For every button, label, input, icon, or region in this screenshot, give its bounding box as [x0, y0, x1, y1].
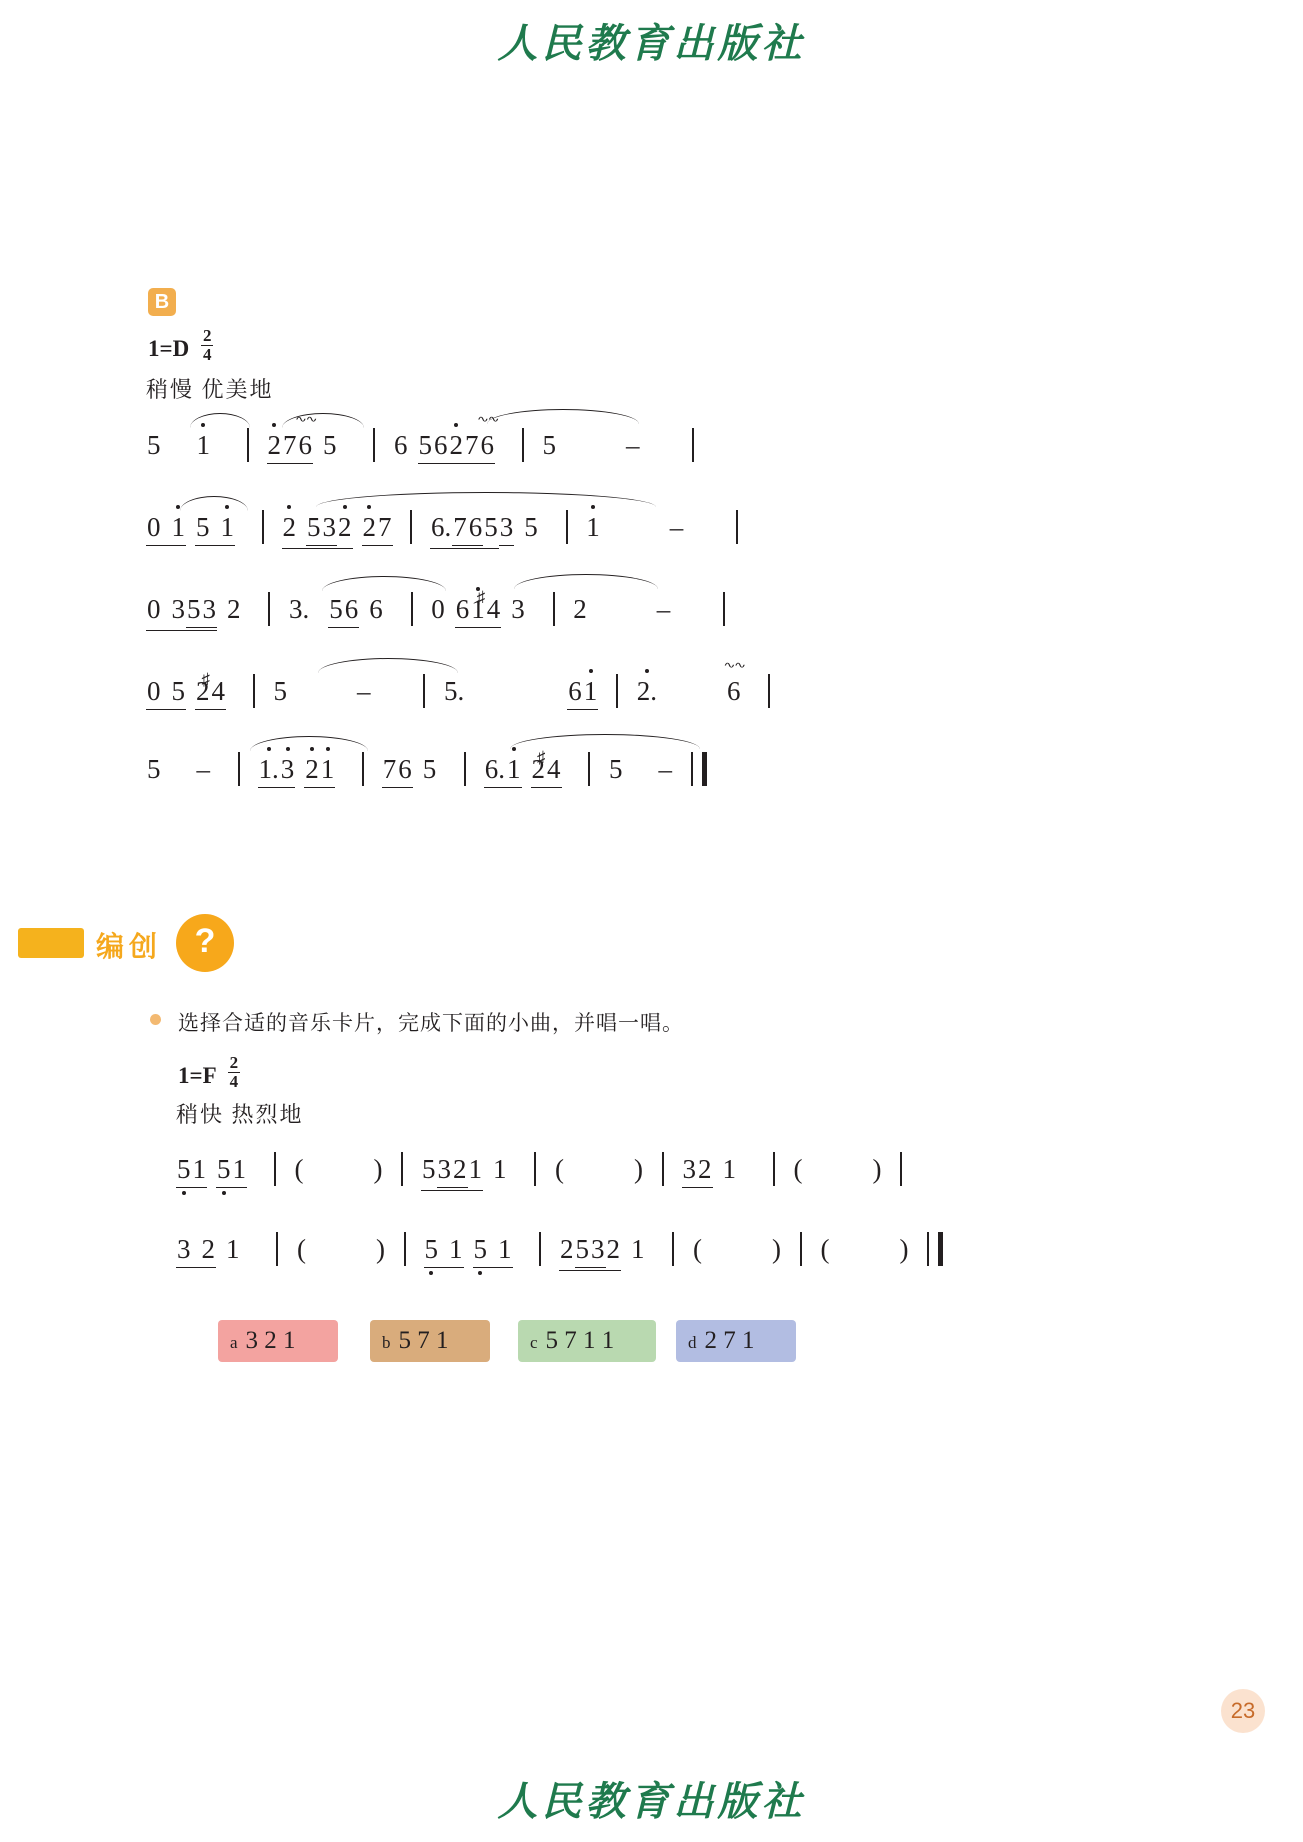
- section-accent-bar: [18, 928, 84, 958]
- note: 5: [575, 1234, 589, 1264]
- note: 1: [493, 1154, 507, 1184]
- note: 2: [573, 594, 587, 624]
- barline: [247, 428, 249, 462]
- note-group: [304, 754, 335, 788]
- barline: [276, 1232, 278, 1266]
- note-group: [362, 512, 393, 546]
- note: 1: [498, 1234, 512, 1264]
- note: 5: [418, 430, 432, 460]
- barline: [253, 674, 255, 708]
- barline: [553, 592, 555, 626]
- card-label: b: [382, 1333, 391, 1352]
- blank-measure: (: [555, 1154, 564, 1184]
- score-line-b-2: [146, 510, 749, 549]
- note: 3: [177, 1234, 191, 1264]
- note: ∿∿ 6: [726, 676, 742, 707]
- note: 3: [682, 1154, 696, 1184]
- key-equals: =: [159, 335, 173, 361]
- note: 6: [434, 430, 448, 460]
- note: 1: [586, 512, 600, 542]
- note: 2: [453, 1154, 467, 1184]
- note: 2: [698, 1154, 712, 1184]
- slur-arc: [487, 409, 639, 424]
- score-line-b-1: [146, 428, 705, 464]
- card-label: c: [530, 1333, 538, 1352]
- note-group: [430, 512, 499, 549]
- note-group: [424, 1234, 464, 1268]
- note-group: [499, 512, 515, 546]
- note: 5: [171, 676, 185, 706]
- note-group: [146, 512, 186, 546]
- note: 3: [437, 1154, 451, 1184]
- card-notes: 5 7 1: [398, 1327, 449, 1354]
- slur-arc: [318, 658, 458, 673]
- note: 1: [468, 1154, 482, 1184]
- note: 1.: [258, 754, 279, 784]
- note: 1: [722, 1154, 736, 1184]
- note: 1: [507, 754, 521, 784]
- card-label: a: [230, 1333, 238, 1352]
- note: 2: [560, 1234, 574, 1264]
- note: 6: [568, 676, 582, 706]
- barline: [900, 1152, 902, 1186]
- note: 3: [280, 754, 295, 784]
- barline: [692, 428, 694, 462]
- note: 5.: [444, 676, 465, 706]
- note: ∿∿ 6: [480, 430, 496, 461]
- rest-dash: –: [669, 512, 684, 542]
- instruction-text: 选择合适的音乐卡片，完成下面的小曲，并唱一唱。: [178, 1011, 684, 1035]
- score-line-bc-1: [176, 1152, 913, 1191]
- note-group: [567, 676, 598, 710]
- barline: [362, 752, 364, 786]
- blank-measure: (: [793, 1154, 803, 1184]
- note-group: [682, 1154, 713, 1188]
- barline: [411, 592, 413, 626]
- note: 6.: [431, 512, 452, 542]
- note: 7: [283, 430, 297, 460]
- music-card-a[interactable]: [218, 1320, 338, 1362]
- note: 6: [394, 430, 408, 460]
- blank-measure: (: [294, 1154, 304, 1184]
- note: ♯ 4: [546, 754, 562, 785]
- note-group: [531, 754, 562, 788]
- score-line-bc-2: [176, 1232, 943, 1271]
- note: 5: [609, 754, 623, 784]
- key-equals: =: [189, 1062, 203, 1088]
- note: 5: [177, 1154, 191, 1184]
- barline: [522, 428, 524, 462]
- note: 1: [449, 1234, 463, 1264]
- note: 5: [196, 512, 210, 542]
- note: ♯ 4: [486, 594, 502, 625]
- score-line-b-3: [146, 592, 736, 631]
- note: 5: [542, 430, 556, 460]
- time-signature-numerator: 2: [229, 1053, 239, 1072]
- card-label: d: [688, 1333, 697, 1352]
- slur-arc: [514, 574, 658, 589]
- note: 6: [344, 594, 359, 624]
- card-notes: 2 7 1: [704, 1327, 755, 1354]
- note: 1: [220, 512, 234, 542]
- time-signature-denominator: 4: [229, 1071, 239, 1091]
- tempo-marking-b: 稍慢 优美地: [146, 377, 274, 402]
- note: 7: [453, 512, 467, 542]
- note: 2: [282, 512, 296, 542]
- barline: [723, 592, 725, 626]
- key-signature-b: [148, 327, 213, 364]
- blank-measure: ): [872, 1154, 882, 1184]
- barline: [566, 510, 568, 544]
- blank-measure: ): [899, 1234, 909, 1264]
- final-barline: [691, 752, 707, 786]
- note: 0: [147, 512, 161, 542]
- barline: [672, 1232, 674, 1266]
- note: 3: [499, 512, 514, 542]
- note: 6: [398, 754, 412, 784]
- barline: [534, 1152, 536, 1186]
- slur-arc: [250, 736, 368, 751]
- score-line-b-4: [146, 674, 781, 710]
- key-value: F: [202, 1062, 216, 1088]
- note-group: [146, 594, 217, 631]
- note: 5: [484, 512, 498, 542]
- barline: [268, 592, 270, 626]
- barline: [539, 1232, 541, 1266]
- note-group: [484, 754, 522, 788]
- note: 3: [322, 512, 336, 542]
- note-group: [216, 1154, 247, 1188]
- barline: [588, 752, 590, 786]
- note: 0: [431, 594, 445, 624]
- final-barline: [927, 1232, 943, 1266]
- blank-measure: ): [634, 1154, 643, 1184]
- blank-measure: (: [820, 1234, 830, 1264]
- barline: [262, 510, 264, 544]
- tempo-marking-bianchuang: 稍快 热烈地: [176, 1102, 304, 1127]
- note-group: [146, 676, 186, 710]
- rest-dash: –: [196, 754, 210, 784]
- time-signature-bianchuang: [228, 1054, 241, 1091]
- slur-arc: [510, 734, 700, 749]
- note: 3: [202, 594, 216, 624]
- blank-measure: (: [297, 1234, 306, 1264]
- note: 2: [196, 676, 210, 706]
- note: ♯ 4: [211, 676, 227, 707]
- note: 1: [583, 676, 598, 706]
- note: 5: [147, 754, 161, 784]
- barline: [410, 510, 412, 544]
- score-line-b-5: [146, 752, 707, 788]
- note-group: [176, 1234, 216, 1268]
- note-group: [455, 594, 502, 628]
- music-card-c[interactable]: [518, 1320, 656, 1362]
- note: 2: [531, 754, 545, 784]
- note: 1: [226, 1234, 240, 1264]
- note: 7: [382, 754, 397, 784]
- barline: [238, 752, 240, 786]
- blank-measure: ): [376, 1234, 385, 1264]
- blank-measure: (: [693, 1234, 702, 1264]
- note: 7: [465, 430, 479, 460]
- note: 1: [232, 1154, 246, 1184]
- note: 5: [473, 1234, 487, 1264]
- note: 5: [147, 430, 161, 460]
- note: 5: [323, 430, 337, 460]
- note: 5: [273, 676, 287, 706]
- note: 7: [378, 512, 392, 542]
- barline: [401, 1152, 403, 1186]
- slur-arc: [316, 492, 656, 507]
- barline: [768, 674, 770, 708]
- note-group: [418, 430, 449, 464]
- note: 3: [591, 1234, 605, 1264]
- slur-arc: [322, 576, 446, 591]
- note: 0: [147, 594, 161, 624]
- note: 1: [631, 1234, 645, 1264]
- note: 2: [606, 1234, 620, 1264]
- note: 2: [338, 512, 352, 542]
- publisher-mark-bottom: 人民教育出版社: [497, 1779, 806, 1824]
- note: 1: [320, 754, 335, 784]
- slur-arc: [180, 496, 248, 511]
- note-group: [195, 512, 235, 546]
- time-signature-b: [201, 327, 214, 364]
- key-value: D: [172, 335, 190, 361]
- note: 0: [147, 676, 161, 706]
- barline: [800, 1232, 802, 1266]
- note: 2: [227, 594, 241, 624]
- note: 2: [449, 430, 463, 460]
- section-badge-b: B: [148, 288, 176, 316]
- note-group: [258, 754, 296, 788]
- note: 1: [196, 430, 210, 460]
- note-group: [267, 430, 314, 464]
- note: 5: [329, 594, 343, 624]
- time-signature-denominator: 4: [202, 344, 212, 364]
- rest-dash: –: [656, 594, 671, 624]
- note: 6: [369, 594, 383, 624]
- card-notes: 3 2 1: [245, 1327, 296, 1354]
- rest-dash: –: [357, 676, 371, 706]
- publisher-mark-top: 人民教育出版社: [497, 21, 806, 66]
- time-signature-numerator: 2: [202, 326, 212, 345]
- rest-dash: –: [626, 430, 640, 460]
- note: 2: [362, 512, 376, 542]
- note: 1: [192, 1154, 206, 1184]
- section-title-bianchuang: 编创: [96, 931, 163, 962]
- note-group: [559, 1234, 621, 1271]
- note: 2: [267, 430, 281, 460]
- note-group: [282, 512, 353, 549]
- music-card-b[interactable]: [370, 1320, 490, 1362]
- note-group: [421, 1154, 483, 1191]
- barline: [423, 674, 425, 708]
- note-group: [382, 754, 413, 788]
- note: ∿∿ 6: [298, 430, 314, 461]
- note: 2: [201, 1234, 215, 1264]
- note: 2: [305, 754, 319, 784]
- barline: [736, 510, 738, 544]
- note: 3.: [289, 594, 310, 624]
- barline: [464, 752, 466, 786]
- note: 5: [422, 754, 437, 784]
- barline: [274, 1152, 276, 1186]
- note-group: [449, 430, 496, 464]
- barline: [373, 428, 375, 462]
- key-label: 1: [178, 1062, 190, 1088]
- note: 3: [511, 594, 525, 624]
- barline: [773, 1152, 775, 1186]
- bullet-icon: [150, 1014, 161, 1025]
- key-label: 1: [148, 335, 160, 361]
- slur-arc: [190, 413, 250, 428]
- note: 6.: [484, 754, 505, 784]
- note: 6: [468, 512, 483, 542]
- barline: [662, 1152, 664, 1186]
- question-mark-icon: ?: [176, 914, 234, 972]
- note: 3: [171, 594, 185, 624]
- note: 1: [471, 594, 485, 624]
- note: 5: [424, 1234, 438, 1264]
- key-signature-bianchuang: [178, 1054, 240, 1091]
- rest-dash: –: [658, 754, 672, 784]
- note-group: [195, 676, 226, 710]
- note: 5: [187, 594, 201, 624]
- note: 5: [422, 1154, 436, 1184]
- blank-measure: ): [373, 1154, 383, 1184]
- blank-measure: ): [772, 1234, 781, 1264]
- barline: [404, 1232, 406, 1266]
- note-group: [473, 1234, 513, 1268]
- note: 5: [524, 512, 538, 542]
- page-number: 23: [1221, 1689, 1265, 1733]
- note-group: [328, 594, 359, 628]
- music-card-d[interactable]: [676, 1320, 796, 1362]
- note: 6: [455, 594, 470, 624]
- note: 1: [171, 512, 185, 542]
- note: 5: [307, 512, 321, 542]
- note: 5: [217, 1154, 231, 1184]
- barline: [616, 674, 618, 708]
- card-notes: 5 7 1 1: [545, 1327, 615, 1354]
- note-group: [176, 1154, 207, 1188]
- note: 2.: [636, 676, 657, 706]
